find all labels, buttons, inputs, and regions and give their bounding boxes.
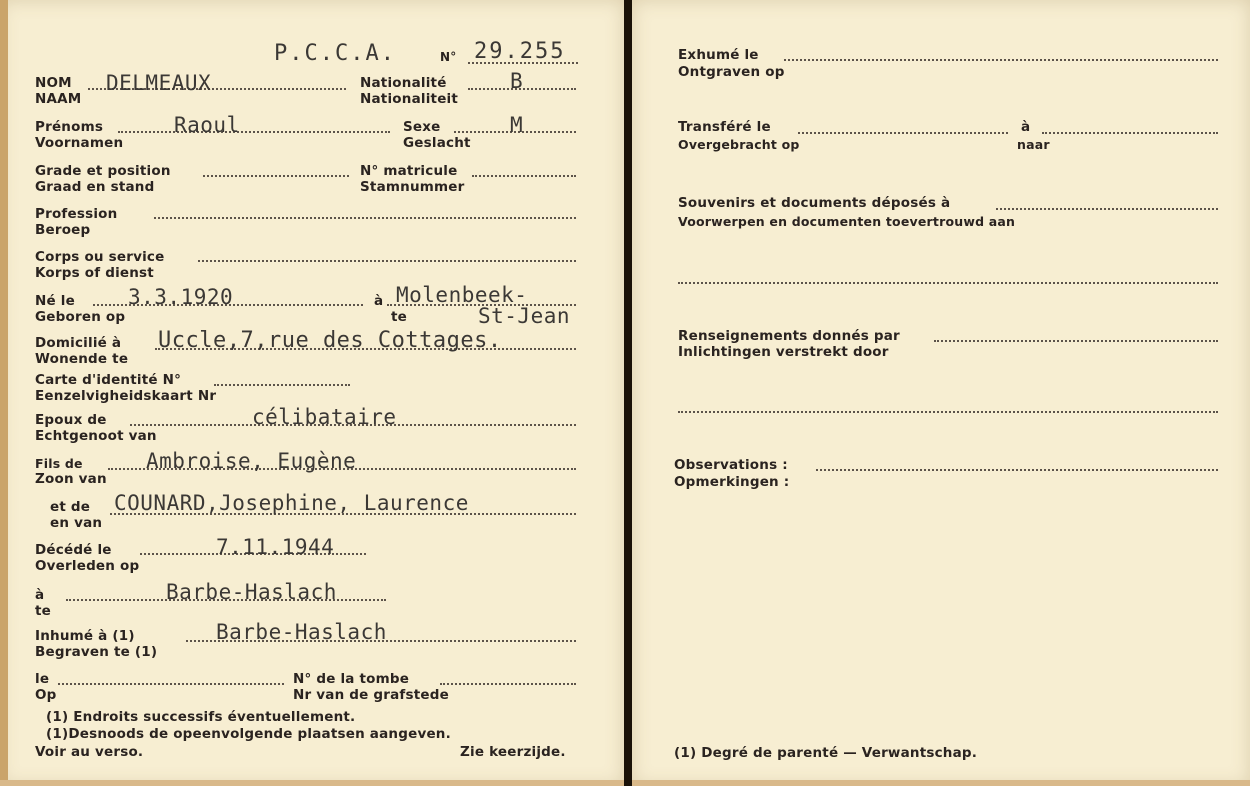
- prenoms-value: Raoul: [174, 113, 240, 137]
- footnote-fr: (1) Endroits successifs éventuellement.: [46, 709, 356, 725]
- deces-a-label: à: [35, 587, 45, 603]
- matricule-label: N° matricule: [360, 163, 458, 179]
- op-label: Op: [35, 687, 57, 703]
- inhume-value: Barbe-Haslach: [216, 620, 387, 644]
- nationaliteit-label: Nationaliteit: [360, 91, 459, 107]
- dotted-line: [472, 175, 576, 177]
- observations-label: Observations :: [674, 457, 788, 473]
- transfere-naar-label: naar: [1017, 137, 1050, 152]
- card-edge-bottom: [0, 780, 624, 786]
- card-edge: [0, 0, 8, 786]
- card-edge-bottom: [632, 780, 1250, 786]
- grafstede-label: Nr van de grafstede: [293, 687, 449, 703]
- beroep-label: Beroep: [35, 222, 91, 238]
- prenoms-label: Prénoms: [35, 119, 104, 135]
- inlichtingen-label: Inlichtingen verstrekt door: [678, 344, 889, 360]
- corps-label: Corps ou service: [35, 249, 165, 265]
- form-code: P.C.C.A.: [274, 41, 396, 66]
- deces-a-value: Barbe-Haslach: [166, 580, 337, 604]
- deces-te-label: te: [35, 603, 52, 619]
- dotted-line: [1042, 132, 1218, 134]
- transfere-label: Transféré le: [678, 119, 771, 135]
- opmerkingen-label: Opmerkingen :: [674, 474, 790, 490]
- korps-label: Korps of dienst: [35, 265, 154, 281]
- dotted-line: [784, 59, 1218, 61]
- nom-value: DELMEAUX: [106, 71, 212, 95]
- nationalite-label: Nationalité: [360, 75, 447, 91]
- dotted-line: [468, 62, 578, 64]
- card-front: [0, 0, 624, 786]
- sexe-value: M: [510, 113, 524, 137]
- parente-footnote: (1) Degré de parenté — Verwantschap.: [674, 745, 978, 761]
- geslacht-label: Geslacht: [403, 135, 471, 151]
- nationalite-value: B: [510, 69, 524, 93]
- epoux-label: Epoux de: [35, 412, 107, 428]
- nom-label: NOM: [35, 75, 72, 91]
- verso-fr: Voir au verso.: [35, 744, 144, 760]
- card-back: [632, 0, 1250, 786]
- dotted-line: [58, 683, 284, 685]
- ne-a-label: à: [374, 293, 384, 309]
- fils-value: Ambroise, Eugène: [146, 449, 357, 473]
- zoon-label: Zoon van: [35, 471, 107, 487]
- domicile-value: Uccle,7,rue des Cottages.: [158, 328, 502, 353]
- transfere-a-label: à: [1021, 119, 1031, 135]
- dotted-line: [934, 340, 1218, 342]
- etde-value: COUNARD,Josephine, Laurence: [114, 491, 469, 515]
- voornamen-label: Voornamen: [35, 135, 124, 151]
- profession-label: Profession: [35, 206, 118, 222]
- verso-nl: Zie keerzijde.: [460, 744, 566, 760]
- souvenirs-label: Souvenirs et documents déposés à: [678, 195, 951, 211]
- wonende-label: Wonende te: [35, 351, 129, 367]
- decede-value: 7.11.1944: [216, 535, 335, 559]
- begraven-label: Begraven te (1): [35, 644, 158, 660]
- fils-label: Fils de: [35, 456, 83, 471]
- ne-te-label: te: [391, 309, 408, 325]
- le-label: le: [35, 671, 50, 687]
- dotted-line: [118, 131, 390, 133]
- dotted-line: [203, 175, 349, 177]
- geboren-op-label: Geboren op: [35, 309, 126, 325]
- dotted-line: [214, 384, 350, 386]
- dotted-line: [678, 282, 1218, 284]
- decede-label: Décédé le: [35, 542, 112, 558]
- dotted-line: [154, 217, 576, 219]
- voorwerpen-label: Voorwerpen en documenten toevertrouwd aan: [678, 214, 1016, 229]
- sexe-label: Sexe: [403, 119, 441, 135]
- grade-label: Grade et position: [35, 163, 171, 179]
- epoux-value: célibataire: [252, 405, 397, 429]
- number-label: N°: [440, 50, 457, 64]
- dotted-line: [198, 260, 576, 262]
- overgebracht-label: Overgebracht op: [678, 137, 800, 152]
- dotted-line: [440, 683, 576, 685]
- exhume-label: Exhumé le: [678, 47, 759, 63]
- ontgraven-label: Ontgraven op: [678, 64, 785, 80]
- eenzelvigheidskaart-label: Eenzelvigheidskaart Nr: [35, 388, 217, 404]
- stamnummer-label: Stamnummer: [360, 179, 465, 195]
- ne-a-value-line2: St-Jean: [478, 304, 571, 328]
- carte-label: Carte d'identité N°: [35, 372, 182, 388]
- dotted-line: [816, 469, 1218, 471]
- envan-label: en van: [50, 515, 103, 531]
- echtgenoot-label: Echtgenoot van: [35, 428, 157, 444]
- dotted-line: [996, 208, 1218, 210]
- tombe-label: N° de la tombe: [293, 671, 410, 687]
- ne-a-value-line1: Molenbeek-: [396, 283, 528, 307]
- naam-label: NAAM: [35, 91, 82, 107]
- form-number: 29.255: [474, 39, 566, 64]
- etde-label: et de: [50, 499, 91, 515]
- ne-le-label: Né le: [35, 293, 75, 309]
- graad-label: Graad en stand: [35, 179, 155, 195]
- domicile-label: Domicilié à: [35, 335, 122, 351]
- footnote-nl: (1)Desnoods de opeenvolgende plaatsen aangeven.: [46, 726, 451, 742]
- overleden-label: Overleden op: [35, 558, 140, 574]
- inhume-label: Inhumé à (1): [35, 628, 135, 644]
- dotted-line: [798, 132, 1008, 134]
- dotted-line: [678, 411, 1218, 413]
- renseignements-label: Renseignements donnés par: [678, 328, 900, 344]
- ne-le-value: 3.3.1920: [128, 285, 234, 309]
